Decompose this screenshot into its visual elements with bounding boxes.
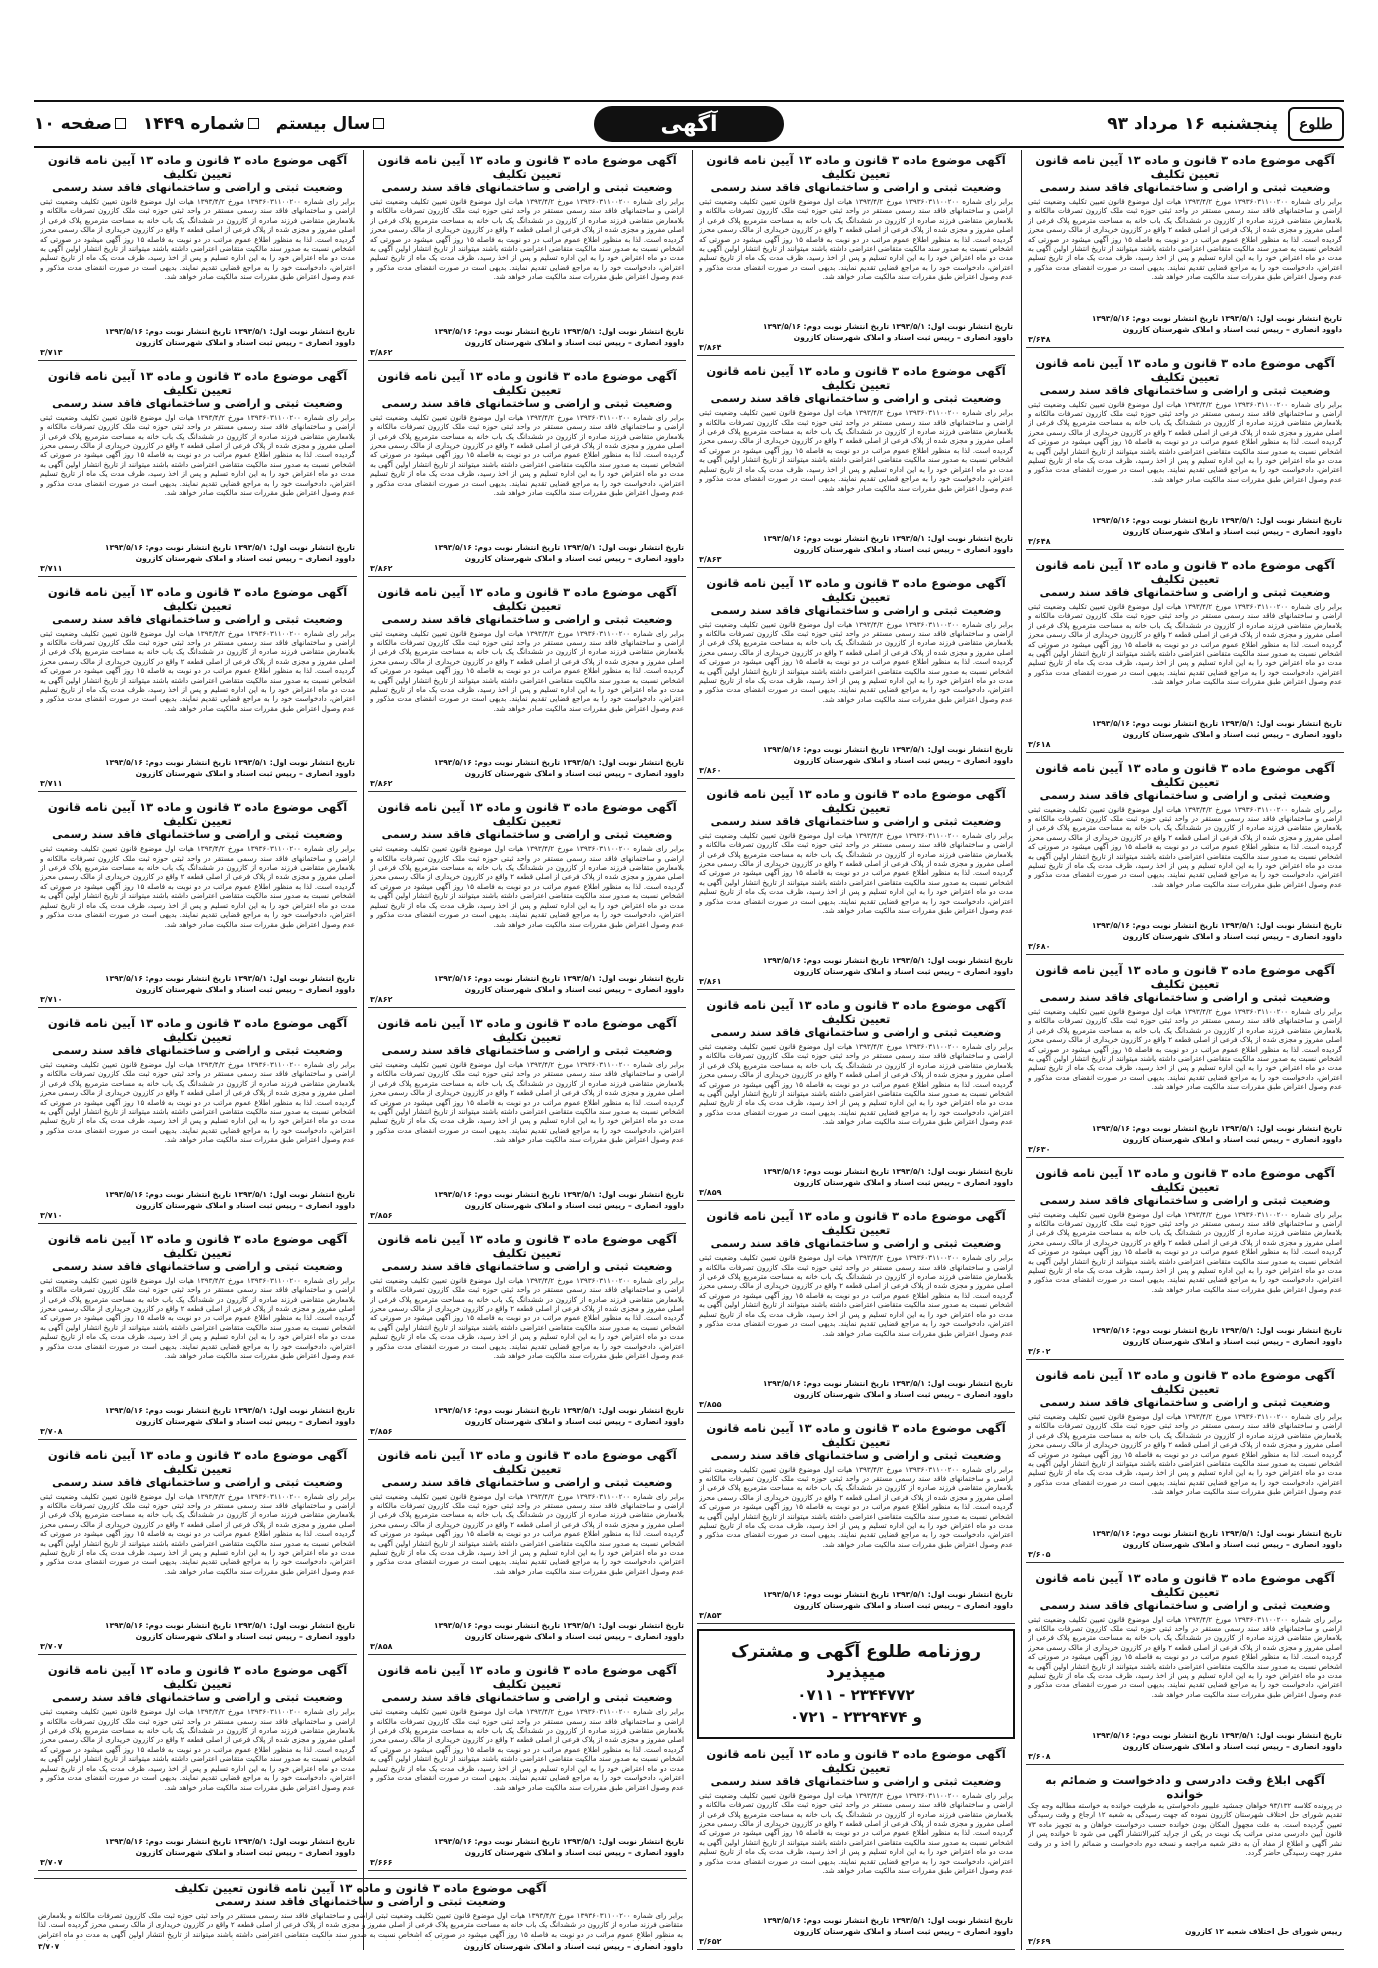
legal-notice bbox=[368, 150, 686, 361]
notice-subtitle: وضعیت ثبتی و اراضی و ساختمانهای فاقد سند رسمی bbox=[52, 1475, 343, 1489]
notice-code: ۳/۸۶۲ bbox=[370, 563, 393, 573]
notice-footer bbox=[699, 545, 1013, 555]
notice-subtitle: وضعیت ثبتی و اراضی و ساختمانهای فاقد سند رسمی bbox=[1039, 1598, 1331, 1612]
notice-dates: تاریخ انتشار نوبت اول: ۱۳۹۳/۵/۱ تاریخ انتشار نوبت دوم: ۱۳۹۳/۵/۱۶ bbox=[104, 1621, 355, 1631]
legal-notice bbox=[38, 582, 357, 793]
notice-title: آگهی موضوع ماده ۳ قانون و ماده ۱۳ آیین نامه قانون تعیین تکلیف bbox=[706, 575, 1006, 604]
notice-title: آگهی موضوع ماده ۳ قانون و ماده ۱۳ آیین نامه قانون تعیین تکلیف bbox=[377, 1231, 677, 1260]
notice-dates: تاریخ انتشار نوبت اول: ۱۳۹۳/۵/۱ تاریخ انتشار نوبت دوم: ۱۳۹۳/۵/۱۶ bbox=[762, 322, 1013, 332]
notice-title: آگهی موضوع ماده ۳ قانون و ماده ۱۳ آیین نامه قانون تعیین تکلیف bbox=[47, 1663, 348, 1692]
notice-body: برابر رای شماره ۱۳۹۳۶۰۳۱۱۰۰۲۰۰ مورخ ۱۳۹۳/۴/۲ هیات اول موضوع قانون تعیین تکلیف وضعیت ثبتی اراضی و ساختمانهای فاقد سند رسمی مستقر در واحد ثبتی حوزه ثبت ملک کازرون تصرفات مالکانه و بلامعارض متقاضی فرزند صادره از کازرون در ششدانگ یک باب خانه به مساحت مترمربع پلاک فرعی از اصلی مفروز و مجزی شده از پلاک فرعی از اصلی قطعه ۲ واقع در کازرون خریداری از مالک رسمی محرز گردیده است. لذا به منظور اطلاع عموم مراتب در دو نوبت به فاصله ۱۵ روز آگهی میشود در صورتی که اشخاص نسبت به صدور سند مالکیت متقاضی اعتراضی داشته باشند میتوانند از تاریخ انتشار اولین آگهی به مدت دو ماه اعتراض خود را به این اداره تسلیم و پس از اخذ رسید، ظرف مدت یک ماه از تاریخ تسلیم اعتراض، دادخواست خود را به مراجع قضایی تقدیم نمایند. بدیهی است در صورت انقضای مدت مذکور و عدم وصول اعتراض طبق مقررات سند مالکیت صادر خواهد شد. bbox=[370, 412, 684, 497]
notice-title: آگهی موضوع ماده ۳ قانون و ماده ۱۳ آیین نامه قانون تعیین تکلیف bbox=[47, 800, 348, 829]
notice-body: برابر رای شماره ۱۳۹۳۶۰۳۱۱۰۰۲۰۰ مورخ ۱۳۹۳/۴/۲ هیات اول موضوع قانون تعیین تکلیف وضعیت ثبتی اراضی و ساختمانهای فاقد سند رسمی مستقر در واحد ثبتی حوزه ثبت ملک کازرون تصرفات مالکانه و بلامعارض متقاضی فرزند صادره از کازرون در ششدانگ یک باب خانه به مساحت مترمربع پلاک فرعی از اصلی مفروز و مجزی شده از پلاک فرعی از اصلی قطعه ۲ واقع در کازرون خریداری از مالک رسمی محرز گردیده است. لذا به منظور اطلاع عموم مراتب در دو نوبت به فاصله ۱۵ روز آگهی میشود در صورتی که اشخاص نسبت به صدور سند مالکیت متقاضی اعتراضی داشته باشند میتوانند از تاریخ انتشار اولین آگهی به مدت دو ماه اعتراض خود را به این اداره تسلیم و پس از اخذ رسید، ظرف مدت یک ماه از تاریخ تسلیم اعتراض، دادخواست خود را به مراجع قضایی تقدیم نمایند. بدیهی است در صورت انقضای مدت مذکور و عدم وصول اعتراض طبق مقررات سند مالکیت صادر خواهد شد. bbox=[1028, 399, 1342, 484]
notice-title: آگهی موضوع ماده ۳ قانون و ماده ۱۳ آیین نامه قانون تعیین تکلیف bbox=[706, 364, 1006, 393]
notice-code: ۳/۷۰۷ bbox=[38, 1942, 60, 1951]
notice-title: آگهی موضوع ماده ۳ قانون و ماده ۱۳ آیین نامه قانون تعیین تکلیف bbox=[47, 1447, 348, 1476]
notice-signer: داوود انصاری – رییس ثبت اسناد و املاک شهرستان کازرون bbox=[135, 553, 355, 563]
notice-body: برابر رای شماره ۱۳۹۳۶۰۳۱۱۰۰۲۰۰ مورخ ۱۳۹۳/۴/۲ هیات اول موضوع قانون تعیین تکلیف وضعیت ثبتی اراضی و ساختمانهای فاقد سند رسمی مستقر در واحد ثبتی حوزه ثبت ملک کازرون تصرفات مالکانه و بلامعارض متقاضی فرزند صادره از کازرون در ششدانگ یک باب خانه به مساحت مترمربع پلاک فرعی از اصلی مفروز و مجزی شده از پلاک فرعی از اصلی قطعه ۲ واقع در کازرون خریداری از مالک رسمی محرز گردیده است. لذا به منظور اطلاع عموم مراتب در دو نوبت به فاصله ۱۵ روز آگهی میشود در صورتی که اشخاص نسبت به صدور سند مالکیت متقاضی اعتراضی داشته باشند میتوانند از تاریخ انتشار اولین آگهی به مدت دو ماه اعتراض خود را به این اداره تسلیم و پس از اخذ رسید، ظرف مدت یک ماه از تاریخ تسلیم اعتراض، دادخواست خود را به مراجع قضایی تقدیم نمایند. بدیهی است در صورت انقضای مدت مذکور و عدم وصول اعتراض طبق مقررات سند مالکیت صادر خواهد شد. bbox=[40, 628, 355, 713]
notice-code: ۳/۸۶۲ bbox=[370, 347, 393, 357]
notice-footer bbox=[699, 333, 1013, 343]
notice-footer bbox=[1028, 730, 1342, 740]
notice-subtitle: وضعیت ثبتی و اراضی و ساختمانهای فاقد سند رسمی bbox=[381, 396, 673, 410]
notice-title: آگهی موضوع ماده ۳ قانون و ماده ۱۳ آیین نامه قانون تعیین تکلیف bbox=[706, 1209, 1006, 1238]
notice-title: آگهی موضوع ماده ۳ قانون و ماده ۱۳ آیین نامه قانون تعیین تکلیف bbox=[1035, 760, 1335, 789]
notice-subtitle: وضعیت ثبتی و اراضی و ساختمانهای فاقد سند رسمی bbox=[710, 1448, 1002, 1462]
notice-body: برابر رای شماره ۱۳۹۳۶۰۳۱۱۰۰۲۰۰ مورخ ۱۳۹۳/۴/۲ هیات اول موضوع قانون تعیین تکلیف وضعیت ثبتی اراضی و ساختمانهای فاقد سند رسمی مستقر در واحد ثبتی حوزه ثبت ملک کازرون تصرفات مالکانه و بلامعارض متقاضی فرزند صادره از کازرون در ششدانگ یک باب خانه به مساحت مترمربع پلاک فرعی از اصلی مفروز و مجزی شده از پلاک فرعی از اصلی قطعه ۲ واقع در کازرون خریداری از مالک رسمی محرز گردیده است. لذا به منظور اطلاع عموم مراتب در دو نوبت به فاصله ۱۵ روز آگهی میشود در صورتی که اشخاص نسبت به صدور سند مالکیت متقاضی اعتراضی داشته باشند میتوانند از تاریخ انتشار اولین آگهی به مدت دو ماه اعتراض خود را به این اداره تسلیم و پس از اخذ رسید، ظرف مدت یک ماه از تاریخ تسلیم اعتراض، دادخواست خود را به مراجع قضایی تقدیم نمایند. بدیهی است در صورت انقضای مدت مذکور و عدم وصول اعتراض طبق مقررات سند مالکیت صادر خواهد شد. bbox=[699, 1790, 1013, 1875]
notice-subtitle: وضعیت ثبتی و اراضی و ساختمانهای فاقد سند رسمی bbox=[52, 396, 343, 410]
notice-dates: تاریخ انتشار نوبت اول: ۱۳۹۳/۵/۱ تاریخ انتشار نوبت دوم: ۱۳۹۳/۵/۱۶ bbox=[433, 1189, 684, 1199]
notice-body: برابر رای شماره ۱۳۹۳۶۰۳۱۱۰۰۲۰۰ مورخ ۱۳۹۳/۴/۲ هیات اول موضوع قانون تعیین تکلیف وضعیت ثبتی اراضی و ساختمانهای فاقد سند رسمی مستقر در واحد ثبتی حوزه ثبت ملک کازرون تصرفات مالکانه و بلامعارض متقاضی فرزند صادره از کازرون در ششدانگ یک باب خانه به مساحت مترمربع پلاک فرعی از اصلی مفروز و مجزی شده از پلاک فرعی از اصلی قطعه ۲ واقع در کازرون خریداری از مالک رسمی محرز گردیده است. لذا به منظور اطلاع عموم مراتب در دو نوبت به فاصله ۱۵ روز آگهی میشود در صورتی که اشخاص نسبت به صدور سند مالکیت متقاضی اعتراضی داشته باشند میتوانند از تاریخ انتشار اولین آگهی به مدت دو ماه اعتراض خود را به این اداره تسلیم و پس از اخذ رسید، ظرف مدت یک ماه از تاریخ تسلیم اعتراض، دادخواست خود را به مراجع قضایی تقدیم نمایند. بدیهی است در صورت انقضای مدت مذکور و عدم وصول اعتراض طبق مقررات سند مالکیت صادر خواهد شد. bbox=[40, 1060, 355, 1145]
notice-footer bbox=[40, 1848, 355, 1858]
notice-body: برابر رای شماره ۱۳۹۳۶۰۳۱۱۰۰۲۰۰ مورخ ۱۳۹۳/۴/۲ هیات اول موضوع قانون تعیین تکلیف وضعیت ثبتی اراضی و ساختمانهای فاقد سند رسمی مستقر در واحد ثبتی حوزه ثبت ملک کازرون تصرفات مالکانه و بلامعارض متقاضی فرزند صادره از کازرون در ششدانگ یک باب خانه به مساحت مترمربع پلاک فرعی از اصلی مفروز و مجزی شده از پلاک فرعی از اصلی قطعه ۲ واقع در کازرون خریداری از مالک رسمی محرز گردیده است. لذا به منظور اطلاع عموم مراتب در دو نوبت به فاصله ۱۵ روز آگهی میشود در صورتی که اشخاص نسبت به صدور سند مالکیت متقاضی اعتراضی داشته باشند میتوانند از تاریخ انتشار اولین آگهی به مدت دو ماه اعتراض خود را به این اداره تسلیم و پس از اخذ رسید، ظرف مدت یک ماه از تاریخ تسلیم اعتراض، دادخواست خود را به مراجع قضایی تقدیم نمایند. بدیهی است در صورت انقضای مدت مذکور و عدم وصول اعتراض طبق مقررات سند مالکیت صادر خواهد شد. bbox=[699, 197, 1013, 282]
legal-notice bbox=[38, 797, 357, 1008]
legal-notice bbox=[697, 361, 1015, 567]
notice-code: ۳/۷۰۷ bbox=[40, 1642, 63, 1652]
notice-column bbox=[1021, 150, 1344, 1950]
notice-code: ۳/۸۶۰ bbox=[699, 765, 722, 775]
notice-title: آگهی موضوع ماده ۳ قانون و ماده ۱۳ آیین نامه قانون تعیین تکلیف bbox=[47, 584, 348, 613]
notice-code: ۳/۸۶۱ bbox=[699, 977, 722, 986]
notice-body: برابر رای شماره ۱۳۹۳۶۰۳۱۱۰۰۲۰۰ مورخ ۱۳۹۳/۴/۲ هیات اول موضوع قانون تعیین تکلیف وضعیت ثبتی اراضی و ساختمانهای فاقد سند رسمی مستقر در واحد ثبتی حوزه ثبت ملک کازرون تصرفات مالکانه و بلامعارض متقاضی فرزند صادره از کازرون در ششدانگ یک باب خانه به مساحت مترمربع پلاک فرعی از اصلی مفروز و مجزی شده از پلاک فرعی از اصلی قطعه ۲ واقع در کازرون خریداری از مالک رسمی محرز گردیده است. لذا به منظور اطلاع عموم مراتب در دو نوبت به فاصله ۱۵ روز آگهی میشود در صورتی که اشخاص نسبت به صدور سند مالکیت متقاضی اعتراضی داشته باشند میتوانند از تاریخ انتشار اولین آگهی به مدت دو ماه اعتراض خود را به این اداره تسلیم و پس از اخذ رسید، ظرف مدت یک ماه از تاریخ تسلیم اعتراض، دادخواست خود را به مراجع قضایی تقدیم نمایند. بدیهی است در صورت انقضای مدت مذکور و عدم وصول اعتراض طبق مقررات سند مالکیت صادر خواهد شد. bbox=[1028, 1412, 1342, 1497]
notice-subtitle: وضعیت ثبتی و اراضی و ساختمانهای فاقد سند رسمی bbox=[381, 1475, 673, 1489]
notice-footer bbox=[40, 769, 355, 779]
notice-body: برابر رای شماره ۱۳۹۳۶۰۳۱۱۰۰۲۰۰ مورخ ۱۳۹۳/۴/۲ هیات اول موضوع قانون تعیین تکلیف وضعیت ثبتی اراضی و ساختمانهای فاقد سند رسمی مستقر در واحد ثبتی حوزه ثبت ملک کازرون تصرفات مالکانه و بلامعارض متقاضی فرزند صادره از کازرون در ششدانگ یک باب خانه به مساحت مترمربع پلاک فرعی از اصلی مفروز و مجزی شده از پلاک فرعی از اصلی قطعه ۲ واقع در کازرون خریداری از مالک رسمی محرز گردیده است. لذا به منظور اطلاع عموم مراتب در دو نوبت به فاصله ۱۵ روز آگهی میشود در صورتی که اشخاص نسبت به صدور سند مالکیت متقاضی اعتراضی داشته باشند میتوانند از تاریخ انتشار اولین آگهی به مدت دو ماه اعتراض خود را به این اداره تسلیم و پس از اخذ رسید، ظرف مدت یک ماه از تاریخ تسلیم اعتراض، دادخواست خود را به مراجع قضایی تقدیم نمایند. بدیهی است در صورت انقضای مدت مذکور و عدم وصول اعتراض طبق مقررات سند مالکیت صادر خواهد شد. bbox=[1028, 1007, 1342, 1092]
notice-dates: تاریخ انتشار نوبت اول: ۱۳۹۳/۵/۱ تاریخ انتشار نوبت دوم: ۱۳۹۳/۵/۱۶ bbox=[433, 1837, 684, 1846]
notice-title: آگهی موضوع ماده ۳ قانون و ماده ۱۳ آیین نامه قانون تعیین تکلیف bbox=[706, 1420, 1006, 1449]
notice-footer bbox=[1028, 1337, 1342, 1347]
notice-signer: داوود انصاری – رییس ثبت اسناد و املاک شهرستان کازرون bbox=[135, 769, 355, 779]
notice-subtitle: وضعیت ثبتی و اراضی و ساختمانهای فاقد سند رسمی bbox=[52, 181, 343, 194]
notice-subtitle: وضعیت ثبتی و اراضی و ساختمانهای فاقد سند رسمی bbox=[1039, 1396, 1331, 1409]
notice-dates: تاریخ انتشار نوبت اول: ۱۳۹۳/۵/۱ تاریخ انتشار نوبت دوم: ۱۳۹۳/۵/۱۶ bbox=[1091, 313, 1342, 323]
notice-signer: داوود انصاری – رییس ثبت اسناد و املاک شهرستان کازرون bbox=[464, 1200, 684, 1210]
notice-subtitle: وضعیت ثبتی و اراضی و ساختمانهای فاقد سند رسمی bbox=[710, 392, 1002, 406]
notice-footer bbox=[1028, 527, 1342, 537]
notice-subtitle: وضعیت ثبتی و اراضی و ساختمانهای فاقد سند رسمی bbox=[215, 1895, 506, 1908]
notice-dates: تاریخ انتشار نوبت اول: ۱۳۹۳/۵/۱ تاریخ انتشار نوبت دوم: ۱۳۹۳/۵/۱۶ bbox=[104, 1405, 355, 1415]
notice-title: آگهی موضوع ماده ۳ قانون و ماده ۱۳ آیین نامه قانون تعیین تکلیف bbox=[47, 1016, 348, 1044]
notice-signer: رییس شورای حل اختلاف شعبه ۱۲ کازرون bbox=[1184, 1927, 1342, 1936]
notice-column bbox=[34, 150, 357, 1950]
notice-column bbox=[692, 150, 1015, 1950]
notice-signer: داوود انصاری – رییس ثبت اسناد و املاک شهرستان کازرون bbox=[1122, 932, 1342, 941]
notice-body: برابر رای شماره ۱۳۹۳۶۰۳۱۱۰۰۲۰۰ مورخ ۱۳۹۳/۴/۲ هیات اول موضوع قانون تعیین تکلیف وضعیت ثبتی اراضی و ساختمانهای فاقد سند رسمی مستقر در واحد ثبتی حوزه ثبت ملک کازرون تصرفات مالکانه و بلامعارض متقاضی فرزند صادره از کازرون در ششدانگ یک باب خانه به مساحت مترمربع پلاک فرعی از اصلی مفروز و مجزی شده از پلاک فرعی از اصلی قطعه ۲ واقع در کازرون خریداری از مالک رسمی محرز گردیده است. لذا به منظور اطلاع عموم مراتب در دو نوبت به فاصله ۱۵ روز آگهی میشود در صورتی که اشخاص نسبت به صدور سند مالکیت متقاضی اعتراضی داشته باشند میتوانند از تاریخ انتشار اولین آگهی به مدت دو ماه اعتراض خود را به این اداره تسلیم و پس از اخذ رسید، ظرف مدت یک ماه از تاریخ تسلیم اعتراض، دادخواست خود را به مراجع قضایی تقدیم نمایند. بدیهی است در صورت انقضای مدت مذکور و عدم وصول اعتراض طبق مقررات سند مالکیت صادر خواهد شد. bbox=[699, 408, 1013, 493]
notice-footer bbox=[1028, 932, 1342, 942]
legal-notice bbox=[38, 1013, 357, 1224]
notice-footer bbox=[40, 1632, 355, 1642]
notice-signer: داوود انصاری – رییس ثبت اسناد و املاک شهرستان کازرون bbox=[135, 1200, 355, 1210]
subscription-promo bbox=[697, 1629, 1015, 1739]
notice-body: برابر رای شماره ۱۳۹۳۶۰۳۱۱۰۰۲۰۰ مورخ ۱۳۹۳/۴/۲ هیات اول موضوع قانون تعیین تکلیف وضعیت ثبتی اراضی و ساختمانهای فاقد سند رسمی مستقر در واحد ثبتی حوزه ثبت ملک کازرون تصرفات مالکانه و بلامعارض متقاضی فرزند صادره از کازرون در ششدانگ یک باب خانه به مساحت مترمربع پلاک فرعی از اصلی مفروز و مجزی شده از پلاک فرعی از اصلی قطعه ۲ واقع در کازرون خریداری از مالک رسمی محرز گردیده است. لذا به منظور اطلاع عموم مراتب در دو نوبت به فاصله ۱۵ روز آگهی میشود در صورتی که اشخاص نسبت به صدور سند مالکیت متقاضی اعتراضی داشته باشند میتوانند از تاریخ انتشار اولین آگهی به مدت دو ماه اعتراض خود را به این اداره تسلیم و پس از اخذ رسید، ظرف مدت یک ماه از تاریخ تسلیم اعتراض، دادخواست خود را به مراجع قضایی تقدیم نمایند. بدیهی است در صورت انقضای مدت مذکور و عدم وصول اعتراض طبق مقررات سند مالکیت صادر خواهد شد. bbox=[1028, 804, 1342, 889]
notice-code: ۳/۷۱۱ bbox=[40, 563, 63, 573]
notice-body: برابر رای شماره ۱۳۹۳۶۰۳۱۱۰۰۲۰۰ مورخ ۱۳۹۳/۴/۲ هیات اول موضوع قانون تعیین تکلیف وضعیت ثبتی اراضی و ساختمانهای فاقد سند رسمی مستقر در واحد ثبتی حوزه ثبت ملک کازرون تصرفات مالکانه و بلامعارض متقاضی فرزند صادره از کازرون در ششدانگ یک باب خانه به مساحت مترمربع پلاک فرعی از اصلی مفروز و مجزی شده از پلاک فرعی از اصلی قطعه ۲ واقع در کازرون خریداری از مالک رسمی محرز گردیده است. لذا به منظور اطلاع عموم مراتب در دو نوبت به فاصله ۱۵ روز آگهی میشود در صورتی که اشخاص نسبت به صدور سند مالکیت متقاضی اعتراضی داشته باشند میتوانند از تاریخ انتشار اولین آگهی به مدت دو ماه اعتراض خود را به این اداره تسلیم و پس از اخذ رسید، ظرف مدت یک ماه از تاریخ تسلیم اعتراض، دادخواست خود را به مراجع قضایی تقدیم نمایند. بدیهی است در صورت انقضای مدت مذکور و عدم وصول اعتراض طبق مقررات سند مالکیت صادر خواهد شد. bbox=[40, 1275, 355, 1360]
legal-notice bbox=[1026, 555, 1344, 753]
legal-notice bbox=[1026, 960, 1344, 1158]
legal-notice bbox=[697, 1206, 1015, 1412]
notice-footer bbox=[1028, 1927, 1342, 1937]
notice-dates: تاریخ انتشار نوبت اول: ۱۳۹۳/۵/۱ تاریخ انتشار نوبت دوم: ۱۳۹۳/۵/۱۶ bbox=[762, 956, 1013, 965]
notice-code: ۳/۸۵۶ bbox=[370, 1426, 393, 1436]
notice-code: ۳/۸۵۳ bbox=[699, 1610, 722, 1620]
wide-notice bbox=[34, 1878, 687, 1950]
notice-body: برابر رای شماره ۱۳۹۳۶۰۳۱۱۰۰۲۰۰ مورخ ۱۳۹۳/۴/۲ هیات اول موضوع قانون تعیین تکلیف وضعیت ثبتی اراضی و ساختمانهای فاقد سند رسمی مستقر در واحد ثبتی حوزه ثبت ملک کازرون تصرفات مالکانه و بلامعارض متقاضی فرزند صادره از کازرون در ششدانگ یک باب خانه به مساحت مترمربع پلاک فرعی از اصلی مفروز و مجزی شده از پلاک فرعی از اصلی قطعه ۲ واقع در کازرون خریداری از مالک رسمی محرز گردیده است. لذا به منظور اطلاع عموم مراتب در دو نوبت به فاصله ۱۵ روز آگهی میشود در صورتی که اشخاص نسبت به صدور سند مالکیت متقاضی اعتراضی داشته باشند میتوانند از تاریخ انتشار اولین آگهی به مدت دو ماه اعتراض خود را به این اداره تسلیم و پس از اخذ رسید، ظرف مدت یک ماه از تاریخ تسلیم اعتراض، دادخواست خود را به مراجع قضایی تقدیم نمایند. بدیهی است در صورت انقضای مدت مذکور و عدم وصول اعتراض طبق مقررات سند مالکیت صادر خواهد شد. bbox=[40, 1707, 355, 1792]
year-label: سال بیستم bbox=[276, 114, 388, 134]
notice-signer: داوود انصاری – رییس ثبت اسناد و املاک شهرستان کازرون bbox=[1122, 1742, 1342, 1751]
notice-code: ۳/۶۸۰ bbox=[1028, 942, 1051, 951]
promo-phone: ۰۷۱۱ - ۲۳۴۴۷۷۲ bbox=[797, 1685, 915, 1704]
notice-dates: تاریخ انتشار نوبت اول: ۱۳۹۳/۵/۱ تاریخ انتشار نوبت دوم: ۱۳۹۳/۵/۱۶ bbox=[762, 1167, 1013, 1177]
notice-subtitle: وضعیت ثبتی و اراضی و ساختمانهای فاقد سند رسمی bbox=[710, 1774, 1002, 1788]
notice-body: برابر رای شماره ۱۳۹۳۶۰۳۱۱۰۰۲۰۰ مورخ ۱۳۹۳/۴/۲ هیات اول موضوع قانون تعیین تکلیف وضعیت ثبتی اراضی و ساختمانهای فاقد سند رسمی مستقر در واحد ثبتی حوزه ثبت ملک کازرون تصرفات مالکانه و بلامعارض متقاضی فرزند صادره از کازرون در ششدانگ یک باب خانه به مساحت مترمربع پلاک فرعی از اصلی مفروز و مجزی شده از پلاک فرعی از اصلی قطعه ۲ واقع در کازرون خریداری از مالک رسمی محرز گردیده است. لذا به منظور اطلاع عموم مراتب در دو نوبت به فاصله ۱۵ روز آگهی میشود در صورتی که اشخاص نسبت به صدور سند مالکیت متقاضی اعتراضی داشته باشند میتوانند از تاریخ انتشار اولین آگهی به مدت دو ماه اعتراض خود را به این اداره تسلیم و پس از اخذ رسید، ظرف مدت یک ماه از تاریخ تسلیم اعتراض، دادخواست خود را به مراجع قضایی تقدیم نمایند. بدیهی است در صورت انقضای مدت مذکور و عدم وصول اعتراض طبق مقررات سند مالکیت صادر خواهد شد. bbox=[40, 844, 355, 929]
notice-subtitle: وضعیت ثبتی و اراضی و ساختمانهای فاقد سند رسمی bbox=[381, 612, 673, 626]
notice-signer: داوود انصاری – رییس ثبت اسناد و املاک شهرستان کازرون bbox=[135, 1632, 355, 1642]
notice-dates: تاریخ انتشار نوبت اول: ۱۳۹۳/۵/۱ تاریخ انتشار نوبت دوم: ۱۳۹۳/۵/۱۶ bbox=[104, 542, 355, 552]
legal-notice bbox=[38, 1445, 357, 1656]
legal-notice bbox=[368, 582, 686, 793]
square-icon bbox=[115, 118, 126, 129]
notice-dates: تاریخ انتشار نوبت اول: ۱۳۹۳/۵/۱ تاریخ انتشار نوبت دوم: ۱۳۹۳/۵/۱۶ bbox=[104, 1837, 355, 1846]
notice-footer bbox=[370, 985, 684, 995]
legal-notice bbox=[1026, 1365, 1344, 1563]
notice-subtitle: وضعیت ثبتی و اراضی و ساختمانهای فاقد سند رسمی bbox=[52, 1044, 343, 1057]
notice-body: برابر رای شماره ۱۳۹۳۶۰۳۱۱۰۰۲۰۰ مورخ ۱۳۹۳/۴/۲ هیات اول موضوع قانون تعیین تکلیف وضعیت ثبتی اراضی و ساختمانهای فاقد سند رسمی مستقر در واحد ثبتی حوزه ثبت ملک کازرون تصرفات مالکانه و بلامعارض متقاضی فرزند صادره از کازرون در ششدانگ یک باب خانه به مساحت مترمربع پلاک فرعی از اصلی مفروز و مجزی شده از پلاک فرعی از اصلی قطعه ۲ واقع در کازرون خریداری از مالک رسمی محرز گردیده است. لذا به منظور اطلاع عموم مراتب در دو نوبت به فاصله ۱۵ روز آگهی میشود در صورتی که اشخاص نسبت به صدور سند مالکیت متقاضی اعتراضی داشته باشند میتوانند از تاریخ انتشار اولین آگهی به مدت دو ماه اعتراض خود را به این اداره تسلیم و پس از اخذ رسید، ظرف مدت یک ماه از تاریخ تسلیم اعتراض، دادخواست خود را به مراجع قضایی تقدیم نمایند. بدیهی است در صورت انقضای مدت مذکور و عدم وصول اعتراض طبق مقررات سند مالکیت صادر خواهد شد. bbox=[699, 830, 1013, 915]
notice-signer: داوود انصاری – رییس ثبت اسناد و املاک شهرستان کازرون bbox=[135, 1416, 355, 1426]
notice-code: ۳/۷۱۱ bbox=[40, 779, 63, 789]
notice-title: آگهی موضوع ماده ۳ قانون و ماده ۱۳ آیین نامه قانون تعیین تکلیف bbox=[377, 1016, 677, 1044]
page-header bbox=[34, 100, 1344, 148]
notice-title: آگهی موضوع ماده ۳ قانون و ماده ۱۳ آیین نامه قانون تعیین تکلیف bbox=[377, 584, 677, 613]
notice-footer bbox=[370, 1417, 684, 1427]
notice-subtitle: وضعیت ثبتی و اراضی و ساختمانهای فاقد سند رسمی bbox=[52, 828, 343, 842]
notice-dates: تاریخ انتشار نوبت اول: ۱۳۹۳/۵/۱ تاریخ انتشار نوبت دوم: ۱۳۹۳/۵/۱۶ bbox=[1091, 1528, 1342, 1538]
notice-subtitle: وضعیت ثبتی و اراضی و ساختمانهای فاقد سند رسمی bbox=[1039, 383, 1331, 397]
notice-footer bbox=[1028, 325, 1342, 335]
notice-subtitle: وضعیت ثبتی و اراضی و ساختمانهای فاقد سند رسمی bbox=[52, 1691, 343, 1705]
notice-signer: داوود انصاری – رییس ثبت اسناد و املاک شهرستان کازرون bbox=[793, 333, 1013, 343]
notice-body: برابر رای شماره ۱۳۹۳۶۰۳۱۱۰۰۲۰۰ مورخ ۱۳۹۳/۴/۲ هیات اول موضوع قانون تعیین تکلیف وضعیت ثبتی اراضی و ساختمانهای فاقد سند رسمی مستقر در واحد ثبتی حوزه ثبت ملک کازرون تصرفات مالکانه و بلامعارض متقاضی فرزند صادره از کازرون در ششدانگ یک باب خانه به مساحت مترمربع پلاک فرعی از اصلی مفروز و مجزی شده از پلاک فرعی از اصلی قطعه ۲ واقع در کازرون خریداری از مالک رسمی محرز گردیده است. لذا به منظور اطلاع عموم مراتب در دو نوبت به فاصله ۱۵ روز آگهی میشود در صورتی که اشخاص نسبت به صدور سند مالکیت متقاضی اعتراضی داشته باشند میتوانند از تاریخ انتشار اولین آگهی به مدت دو ماه اعتراض خود را به این اداره تسلیم و پس از اخذ رسید، ظرف مدت یک ماه از تاریخ تسلیم اعتراض، دادخواست خود را به مراجع قضایی تقدیم نمایند. بدیهی است در صورت انقضای مدت مذکور و عدم وصول اعتراض طبق مقررات سند مالکیت صادر خواهد شد. bbox=[699, 1253, 1013, 1338]
notice-signer: داوود انصاری – رییس ثبت اسناد و املاک شهرستان کازرون bbox=[464, 553, 684, 563]
notice-subtitle: وضعیت ثبتی و اراضی و ساختمانهای فاقد سند رسمی bbox=[381, 1691, 673, 1705]
notice-code: ۳/۷۱۰ bbox=[40, 1210, 63, 1220]
notice-code: ۳/۷۰۸ bbox=[40, 1426, 63, 1436]
notice-subtitle: وضعیت ثبتی و اراضی و ساختمانهای فاقد سند رسمی bbox=[1039, 181, 1331, 194]
notice-subtitle: وضعیت ثبتی و اراضی و ساختمانهای فاقد سند رسمی bbox=[381, 828, 673, 842]
notice-title: آگهی موضوع ماده ۳ قانون و ماده ۱۳ آیین نامه قانون تعیین تکلیف bbox=[377, 1663, 677, 1692]
legal-notice bbox=[1026, 150, 1344, 348]
legal-notice bbox=[38, 150, 357, 361]
notice-title: آگهی موضوع ماده ۳ قانون و ماده ۱۳ آیین نامه قانون تعیین تکلیف bbox=[174, 1881, 547, 1895]
notice-signer: داوود انصاری – رییس ثبت اسناد و املاک شهرستان کازرون bbox=[135, 337, 355, 347]
notice-footer bbox=[40, 554, 355, 564]
notice-title: آگهی موضوع ماده ۳ قانون و ماده ۱۳ آیین نامه قانون تعیین تکلیف bbox=[377, 1447, 677, 1476]
notice-code: ۳/۸۵۸ bbox=[370, 1642, 393, 1652]
notice-body: برابر رای شماره ۱۳۹۳۶۰۳۱۱۰۰۲۰۰ مورخ ۱۳۹۳/۴/۲ هیات اول موضوع قانون تعیین تکلیف وضعیت ثبتی اراضی و ساختمانهای فاقد سند رسمی مستقر در واحد ثبتی حوزه ثبت ملک کازرون تصرفات مالکانه و بلامعارض متقاضی فرزند صادره از کازرون در ششدانگ یک باب خانه به مساحت مترمربع پلاک فرعی از اصلی مفروز و مجزی شده از پلاک فرعی از اصلی قطعه ۲ واقع در کازرون خریداری از مالک رسمی محرز گردیده است. لذا به منظور اطلاع عموم مراتب در دو نوبت به فاصله ۱۵ روز آگهی میشود در صورتی که اشخاص نسبت به صدور سند مالکیت متقاضی اعتراضی داشته باشند میتوانند از تاریخ انتشار اولین آگهی به مدت دو ماه اعتراض خود را به این اداره تسلیم و پس از اخذ رسید، ظرف مدت یک ماه از تاریخ تسلیم اعتراض، دادخواست خود را به مراجع قضایی تقدیم نمایند. بدیهی است در صورت انقضای مدت مذکور و عدم وصول اعتراض طبق مقررات سند مالکیت صادر خواهد شد. bbox=[1028, 1614, 1342, 1699]
notice-code: ۳/۸۶۲ bbox=[370, 995, 393, 1004]
legal-notice bbox=[368, 1013, 686, 1224]
promo-phone: و ۲۳۲۹۴۷۴ - ۰۷۲۱ bbox=[790, 1707, 922, 1726]
notice-body: برابر رای شماره ۱۳۹۳۶۰۳۱۱۰۰۲۰۰ مورخ ۱۳۹۳/۴/۲ هیات اول موضوع قانون تعیین تکلیف وضعیت ثبتی اراضی و ساختمانهای فاقد سند رسمی مستقر در واحد ثبتی حوزه ثبت ملک کازرون تصرفات مالکانه و بلامعارض متقاضی فرزند صادره از کازرون در ششدانگ یک باب خانه به مساحت مترمربع پلاک فرعی از اصلی مفروز و مجزی شده از پلاک فرعی از اصلی قطعه ۲ واقع در کازرون خریداری از مالک رسمی محرز گردیده است. لذا به منظور اطلاع عموم مراتب در دو نوبت به فاصله ۱۵ روز آگهی میشود در صورتی که اشخاص نسبت به صدور سند مالکیت متقاضی اعتراضی داشته باشند میتوانند از تاریخ انتشار اولین آگهی به مدت دو ماه اعتراض خود را به این اداره تسلیم و پس از اخذ رسید، ظرف مدت یک ماه از تاریخ تسلیم اعتراض، دادخواست خود را به مراجع قضایی تقدیم نمایند. بدیهی است در صورت انقضای مدت مذکور و عدم وصول اعتراض طبق مقررات سند مالکیت صادر خواهد شد. bbox=[370, 1491, 684, 1576]
notice-footer bbox=[40, 1417, 355, 1427]
summons-notice bbox=[1026, 1770, 1344, 1950]
notice-body: برابر رای شماره ۱۳۹۳۶۰۳۱۱۰۰۲۰۰ مورخ ۱۳۹۳/۴/۲ هیات اول موضوع قانون تعیین تکلیف وضعیت ثبتی اراضی و ساختمانهای فاقد سند رسمی مستقر در واحد ثبتی حوزه ثبت ملک کازرون تصرفات مالکانه و بلامعارض متقاضی فرزند صادره از کازرون در ششدانگ یک باب خانه به مساحت مترمربع پلاک فرعی از اصلی مفروز و مجزی شده از پلاک فرعی از اصلی قطعه ۲ واقع در کازرون خریداری از مالک رسمی محرز گردیده است. لذا به منظور اطلاع عموم مراتب در دو نوبت به فاصله ۱۵ روز آگهی میشود در صورتی که اشخاص نسبت به صدور سند مالکیت متقاضی اعتراضی داشته باشند میتوانند از تاریخ انتشار اولین آگهی به مدت دو ماه اعتراض خود را به این اداره تسلیم و پس از اخذ رسید، ظرف مدت یک ماه از تاریخ تسلیم اعتراض، دادخواست خود را به مراجع قضایی تقدیم نمایند. بدیهی است در صورت انقضای مدت مذکور و عدم وصول اعتراض طبق مقررات سند مالکیت صادر خواهد شد. bbox=[1028, 197, 1342, 282]
notice-subtitle: وضعیت ثبتی و اراضی و ساختمانهای فاقد سند رسمی bbox=[381, 181, 673, 194]
notice-code: ۳/۸۶۲ bbox=[370, 779, 393, 789]
notice-dates: تاریخ انتشار نوبت اول: ۱۳۹۳/۵/۱ تاریخ انتشار نوبت دوم: ۱۳۹۳/۵/۱۶ bbox=[762, 533, 1013, 543]
notice-signer: داوود انصاری – رییس ثبت اسناد و املاک شهرستان کازرون bbox=[464, 1848, 684, 1857]
notice-body: برابر رای شماره ۱۳۹۳۶۰۳۱۱۰۰۲۰۰ مورخ ۱۳۹۳/۴/۲ هیات اول موضوع قانون تعیین تکلیف وضعیت ثبتی اراضی و ساختمانهای فاقد سند رسمی مستقر در واحد ثبتی حوزه ثبت ملک کازرون تصرفات مالکانه و بلامعارض متقاضی فرزند صادره از کازرون در ششدانگ یک باب خانه به مساحت مترمربع پلاک فرعی از اصلی مفروز و مجزی شده از پلاک فرعی از اصلی قطعه ۲ واقع در کازرون خریداری از مالک رسمی محرز گردیده است. لذا به منظور اطلاع عموم مراتب در دو نوبت به فاصله ۱۵ روز آگهی میشود در صورتی که اشخاص نسبت به صدور سند مالکیت متقاضی اعتراضی داشته باشند میتوانند از تاریخ انتشار اولین آگهی به مدت دو ماه اعتراض خود را به این اداره تسلیم و پس از اخذ رسید، ظرف مدت یک ماه از تاریخ تسلیم اعتراض، دادخواست خود را به مراجع قضایی تقدیم نمایند. بدیهی است در صورت انقضای مدت مذکور و عدم وصول اعتراض طبق مقررات سند مالکیت صادر خواهد شد. bbox=[699, 619, 1013, 704]
newspaper-logo: طلوع bbox=[1288, 107, 1344, 141]
notice-body: در پرونده کلاسه ۹۳/۱۳۲ خواهان جمشید علیپور دادخواستی به طرفیت خوانده به خواسته مطالبه وجه چک تقدیم شورای حل اختلاف شهرستان کازرون نموده که جهت رسیدگی به شعبه ۱۲ ارجاع و وقت رسیدگی تعیین گردیده است. به علت مجهول المکان بودن خوانده حسب درخواست خواهان و به تجویز ماده ۷۳ قانون آیین دادرسی مدنی مراتب یک نوبت در یکی از جراید کثیرالانتشار آگهی می شود تا خوانده پس از نشر آگهی و اطلاع از مفاد آن به دفتر شعبه مراجعه و نسخه دوم دادخواست و ضمائم را اخذ و در وقت مقرر جهت رسیدگی حاضر گردد. bbox=[1028, 1801, 1342, 1858]
notice-dates: تاریخ انتشار نوبت اول: ۱۳۹۳/۵/۱ تاریخ انتشار نوبت دوم: ۱۳۹۳/۵/۱۶ bbox=[762, 1916, 1013, 1925]
notice-signer: داوود انصاری – رییس ثبت اسناد و املاک شهرستان کازرون bbox=[1122, 527, 1342, 536]
notice-footer bbox=[370, 769, 684, 779]
header-left bbox=[34, 114, 387, 134]
notice-signer: داوود انصاری – رییس ثبت اسناد و املاک شهرستان کازرون bbox=[793, 1600, 1013, 1610]
page-number: صفحه ۱۰ bbox=[34, 114, 129, 134]
notice-footer bbox=[370, 1848, 684, 1858]
notice-signer: داوود انصاری – رییس ثبت اسناد و املاک شهرستان کازرون bbox=[793, 1389, 1013, 1399]
notice-subtitle: وضعیت ثبتی و اراضی و ساختمانهای فاقد سند رسمی bbox=[381, 1044, 673, 1057]
notice-title: آگهی ابلاغ وقت دادرسی و دادخواست و ضمائم به خوانده bbox=[1045, 1773, 1325, 1801]
notice-footer bbox=[699, 967, 1013, 977]
notice-body: برابر رای شماره ۱۳۹۳۶۰۳۱۱۰۰۲۰۰ مورخ ۱۳۹۳/۴/۲ هیات اول موضوع قانون تعیین تکلیف وضعیت ثبتی اراضی و ساختمانهای فاقد سند رسمی مستقر در واحد ثبتی حوزه ثبت ملک کازرون تصرفات مالکانه و بلامعارض متقاضی فرزند صادره از کازرون در ششدانگ یک باب خانه به مساحت مترمربع پلاک فرعی از اصلی مفروز و مجزی شده از پلاک فرعی از اصلی قطعه ۲ واقع در کازرون خریداری از مالک رسمی محرز گردیده است. لذا به منظور اطلاع عموم مراتب در دو نوبت به فاصله ۱۵ روز آگهی میشود در صورتی که اشخاص نسبت به صدور سند مالکیت متقاضی اعتراضی داشته باشند میتوانند از تاریخ انتشار اولین آگهی به مدت دو ماه اعتراض خود را به این اداره تسلیم و پس از اخذ رسید، ظرف مدت یک ماه از تاریخ تسلیم اعتراض، دادخواست خود را به مراجع قضایی تقدیم نمایند. بدیهی است در صورت انقضای مدت مذکور و عدم وصول اعتراض طبق مقررات سند مالکیت صادر خواهد شد. bbox=[370, 197, 684, 282]
notice-title: آگهی موضوع ماده ۳ قانون و ماده ۱۳ آیین نامه قانون تعیین تکلیف bbox=[377, 800, 677, 829]
notice-signer: داوود انصاری – رییس ثبت اسناد و املاک شهرستان کازرون bbox=[793, 1178, 1013, 1188]
notice-footer bbox=[699, 756, 1013, 766]
notice-signer: داوود انصاری – رییس ثبت اسناد و املاک شهرستان کازرون bbox=[1122, 1337, 1342, 1346]
notice-signer: داوود انصاری – رییس ثبت اسناد و املاک شهرستان کازرون bbox=[464, 1632, 684, 1642]
notice-title: آگهی موضوع ماده ۳ قانون و ماده ۱۳ آیین نامه قانون تعیین تکلیف bbox=[1035, 1368, 1335, 1396]
notice-code: ۳/۶۳۰ bbox=[1028, 1144, 1051, 1154]
square-icon bbox=[248, 118, 259, 129]
notice-dates: تاریخ انتشار نوبت اول: ۱۳۹۳/۵/۱ تاریخ انتشار نوبت دوم: ۱۳۹۳/۵/۱۶ bbox=[433, 1621, 684, 1631]
notice-subtitle: وضعیت ثبتی و اراضی و ساختمانهای فاقد سند رسمی bbox=[381, 1259, 673, 1273]
notice-title: آگهی موضوع ماده ۳ قانون و ماده ۱۳ آیین نامه قانون تعیین تکلیف bbox=[377, 153, 677, 181]
legal-notice bbox=[697, 1744, 1015, 1950]
notice-footer bbox=[40, 985, 355, 995]
notice-footer bbox=[370, 338, 684, 348]
promo-title: روزنامه طلوع آگهی و مشترک میپذیرد bbox=[730, 1641, 982, 1682]
notice-dates: تاریخ انتشار نوبت اول: ۱۳۹۳/۵/۱ تاریخ انتشار نوبت دوم: ۱۳۹۳/۵/۱۶ bbox=[433, 326, 684, 336]
notice-footer bbox=[1028, 1135, 1342, 1145]
notice-code: ۳/۶۵۲ bbox=[699, 1937, 722, 1946]
notice-dates: تاریخ انتشار نوبت اول: ۱۳۹۳/۵/۱ تاریخ انتشار نوبت دوم: ۱۳۹۳/۵/۱۶ bbox=[433, 974, 684, 983]
notice-dates: تاریخ انتشار نوبت اول: ۱۳۹۳/۵/۱ تاریخ انتشار نوبت دوم: ۱۳۹۳/۵/۱۶ bbox=[762, 1378, 1013, 1388]
notice-subtitle: وضعیت ثبتی و اراضی و ساختمانهای فاقد سند رسمی bbox=[1039, 991, 1331, 1004]
legal-notice bbox=[697, 784, 1015, 990]
notice-subtitle: وضعیت ثبتی و اراضی و ساختمانهای فاقد سند رسمی bbox=[1039, 1193, 1331, 1207]
legal-notice bbox=[38, 1660, 357, 1871]
notice-title: آگهی موضوع ماده ۳ قانون و ماده ۱۳ آیین نامه قانون تعیین تکلیف bbox=[706, 153, 1006, 181]
notice-title: آگهی موضوع ماده ۳ قانون و ماده ۱۳ آیین نامه قانون تعیین تکلیف bbox=[706, 1746, 1006, 1775]
issue-number: شماره ۱۴۴۹ bbox=[143, 114, 262, 134]
notice-signer: داوود انصاری – رییس ثبت اسناد و املاک شهرستان کازرون bbox=[464, 985, 684, 994]
square-icon bbox=[373, 118, 384, 129]
notice-title: آگهی موضوع ماده ۳ قانون و ماده ۱۳ آیین نامه قانون تعیین تکلیف bbox=[706, 786, 1006, 815]
notice-signer: داوود انصاری – رییس ثبت اسناد و املاک شهرستان کازرون bbox=[135, 1848, 355, 1857]
notice-code: ۳/۶۶۹ bbox=[1028, 1937, 1051, 1946]
notice-dates: تاریخ انتشار نوبت اول: ۱۳۹۳/۵/۱ تاریخ انتشار نوبت دوم: ۱۳۹۳/۵/۱۶ bbox=[433, 758, 684, 768]
notice-title: آگهی موضوع ماده ۳ قانون و ماده ۱۳ آیین نامه قانون تعیین تکلیف bbox=[1035, 558, 1335, 586]
notice-signer: داوود انصاری – رییس ثبت اسناد و املاک شهرستان کازرون bbox=[1122, 1539, 1342, 1549]
legal-notice bbox=[697, 995, 1015, 1201]
legal-notice bbox=[1026, 758, 1344, 956]
notice-body: برابر رای شماره ۱۳۹۳۶۰۳۱۱۰۰۲۰۰ مورخ ۱۳۹۳/۴/۲ هیات اول موضوع قانون تعیین تکلیف وضعیت ثبتی اراضی و ساختمانهای فاقد سند رسمی مستقر در واحد ثبتی حوزه ثبت ملک کازرون تصرفات مالکانه و بلامعارض متقاضی فرزند صادره از کازرون در ششدانگ یک باب خانه به مساحت مترمربع پلاک فرعی از اصلی مفروز و مجزی شده از پلاک فرعی از اصلی قطعه ۲ واقع در کازرون خریداری از مالک رسمی محرز گردیده است. لذا به منظور اطلاع عموم مراتب در دو نوبت به فاصله ۱۵ روز آگهی میشود در صورتی که اشخاص نسبت به صدور سند مالکیت متقاضی اعتراضی داشته باشند میتوانند از تاریخ انتشار اولین آگهی به مدت دو ماه اعتراض bbox=[38, 1911, 683, 1939]
notice-footer bbox=[1028, 1742, 1342, 1752]
issue-date: پنجشنبه ۱۶ مرداد ۹۳ bbox=[1107, 114, 1278, 134]
notice-signer: داوود انصاری – رییس ثبت اسناد و املاک شهرستان کازرون bbox=[793, 1927, 1013, 1936]
notice-body: برابر رای شماره ۱۳۹۳۶۰۳۱۱۰۰۲۰۰ مورخ ۱۳۹۳/۴/۲ هیات اول موضوع قانون تعیین تکلیف وضعیت ثبتی اراضی و ساختمانهای فاقد سند رسمی مستقر در واحد ثبتی حوزه ثبت ملک کازرون تصرفات مالکانه و بلامعارض متقاضی فرزند صادره از کازرون در ششدانگ یک باب خانه به مساحت مترمربع پلاک فرعی از اصلی مفروز و مجزی شده از پلاک فرعی از اصلی قطعه ۲ واقع در کازرون خریداری از مالک رسمی محرز گردیده است. لذا به منظور اطلاع عموم مراتب در دو نوبت به فاصله ۱۵ روز آگهی میشود در صورتی که اشخاص نسبت به صدور سند مالکیت متقاضی اعتراضی داشته باشند میتوانند از تاریخ انتشار اولین آگهی به مدت دو ماه اعتراض خود را به این اداره تسلیم و پس از اخذ رسید، ظرف مدت یک ماه از تاریخ تسلیم اعتراض، دادخواست خود را به مراجع قضایی تقدیم نمایند. بدیهی است در صورت انقضای مدت مذکور و عدم وصول اعتراض طبق مقررات سند مالکیت صادر خواهد شد. bbox=[370, 628, 684, 713]
notice-signer: داوود انصاری – رییس ثبت اسناد و املاک شهرستان کازرون bbox=[793, 967, 1013, 976]
notice-code: ۳/۷۱۳ bbox=[40, 347, 63, 357]
notice-signer: داوود انصاری – رییس ثبت اسناد و املاک شهرستان کازرون bbox=[464, 769, 684, 779]
notice-body: برابر رای شماره ۱۳۹۳۶۰۳۱۱۰۰۲۰۰ مورخ ۱۳۹۳/۴/۲ هیات اول موضوع قانون تعیین تکلیف وضعیت ثبتی اراضی و ساختمانهای فاقد سند رسمی مستقر در واحد ثبتی حوزه ثبت ملک کازرون تصرفات مالکانه و بلامعارض متقاضی فرزند صادره از کازرون در ششدانگ یک باب خانه به مساحت مترمربع پلاک فرعی از اصلی مفروز و مجزی شده از پلاک فرعی از اصلی قطعه ۲ واقع در کازرون خریداری از مالک رسمی محرز گردیده است. لذا به منظور اطلاع عموم مراتب در دو نوبت به فاصله ۱۵ روز آگهی میشود در صورتی که اشخاص نسبت به صدور سند مالکیت متقاضی اعتراضی داشته باشند میتوانند از تاریخ انتشار اولین آگهی به مدت دو ماه اعتراض خود را به این اداره تسلیم و پس از اخذ رسید، ظرف مدت یک ماه از تاریخ تسلیم اعتراض، دادخواست خود را به مراجع قضایی تقدیم نمایند. بدیهی است در صورت انقضای مدت مذکور و عدم وصول اعتراض طبق مقررات سند مالکیت صادر خواهد شد. bbox=[370, 1275, 684, 1360]
notice-dates: تاریخ انتشار نوبت اول: ۱۳۹۳/۵/۱ تاریخ انتشار نوبت دوم: ۱۳۹۳/۵/۱۶ bbox=[433, 542, 684, 552]
legal-notice bbox=[368, 797, 686, 1008]
legal-notice bbox=[368, 366, 686, 577]
notice-body: برابر رای شماره ۱۳۹۳۶۰۳۱۱۰۰۲۰۰ مورخ ۱۳۹۳/۴/۲ هیات اول موضوع قانون تعیین تکلیف وضعیت ثبتی اراضی و ساختمانهای فاقد سند رسمی مستقر در واحد ثبتی حوزه ثبت ملک کازرون تصرفات مالکانه و بلامعارض متقاضی فرزند صادره از کازرون در ششدانگ یک باب خانه به مساحت مترمربع پلاک فرعی از اصلی مفروز و مجزی شده از پلاک فرعی از اصلی قطعه ۲ واقع در کازرون خریداری از مالک رسمی محرز گردیده است. لذا به منظور اطلاع عموم مراتب در دو نوبت به فاصله ۱۵ روز آگهی میشود در صورتی که اشخاص نسبت به صدور سند مالکیت متقاضی اعتراضی داشته باشند میتوانند از تاریخ انتشار اولین آگهی به مدت دو ماه اعتراض خود را به این اداره تسلیم و پس از اخذ رسید، ظرف مدت یک ماه از تاریخ تسلیم اعتراض، دادخواست خود را به مراجع قضایی تقدیم نمایند. بدیهی است در صورت انقضای مدت مذکور و عدم وصول اعتراض طبق مقررات سند مالکیت صادر خواهد شد. bbox=[370, 844, 684, 929]
notice-signer: داوود انصاری – رییس ثبت اسناد و املاک شهرستان کازرون bbox=[1122, 1134, 1342, 1144]
notice-code: ۳/۶۰۵ bbox=[1028, 1549, 1051, 1559]
notice-body: برابر رای شماره ۱۳۹۳۶۰۳۱۱۰۰۲۰۰ مورخ ۱۳۹۳/۴/۲ هیات اول موضوع قانون تعیین تکلیف وضعیت ثبتی اراضی و ساختمانهای فاقد سند رسمی مستقر در واحد ثبتی حوزه ثبت ملک کازرون تصرفات مالکانه و بلامعارض متقاضی فرزند صادره از کازرون در ششدانگ یک باب خانه به مساحت مترمربع پلاک فرعی از اصلی مفروز و مجزی شده از پلاک فرعی از اصلی قطعه ۲ واقع در کازرون خریداری از مالک رسمی محرز گردیده است. لذا به منظور اطلاع عموم مراتب در دو نوبت به فاصله ۱۵ روز آگهی میشود در صورتی که اشخاص نسبت به صدور سند مالکیت متقاضی اعتراضی داشته باشند میتوانند از تاریخ انتشار اولین آگهی به مدت دو ماه اعتراض خود را به این اداره تسلیم و پس از اخذ رسید، ظرف مدت یک ماه از تاریخ تسلیم اعتراض، دادخواست خود را به مراجع قضایی تقدیم نمایند. بدیهی است در صورت انقضای مدت مذکور و عدم وصول اعتراض طبق مقررات سند مالکیت صادر خواهد شد. bbox=[699, 1042, 1013, 1127]
notice-code: ۳/۶۰۲ bbox=[1028, 1347, 1051, 1356]
notice-signer: داوود انصاری – رییس ثبت اسناد و املاک شهرستان کازرون bbox=[1122, 324, 1342, 334]
notice-signer: داوود انصاری – رییس ثبت اسناد و املاک شهرستان کازرون bbox=[793, 544, 1013, 554]
section-label: آگهی bbox=[594, 106, 784, 142]
notice-code: ۳/۶۰۸ bbox=[1028, 1752, 1051, 1761]
notice-code: ۳/۷۱۰ bbox=[40, 995, 63, 1004]
notice-dates: تاریخ انتشار نوبت اول: ۱۳۹۳/۵/۱ تاریخ انتشار نوبت دوم: ۱۳۹۳/۵/۱۶ bbox=[762, 744, 1013, 754]
notice-title: آگهی موضوع ماده ۳ قانون و ماده ۱۳ آیین نامه قانون تعیین تکلیف bbox=[47, 1231, 348, 1260]
notice-footer bbox=[370, 1201, 684, 1211]
notice-dates: تاریخ انتشار نوبت اول: ۱۳۹۳/۵/۱ تاریخ انتشار نوبت دوم: ۱۳۹۳/۵/۱۶ bbox=[1091, 718, 1342, 728]
notice-body: برابر رای شماره ۱۳۹۳۶۰۳۱۱۰۰۲۰۰ مورخ ۱۳۹۳/۴/۲ هیات اول موضوع قانون تعیین تکلیف وضعیت ثبتی اراضی و ساختمانهای فاقد سند رسمی مستقر در واحد ثبتی حوزه ثبت ملک کازرون تصرفات مالکانه و بلامعارض متقاضی فرزند صادره از کازرون در ششدانگ یک باب خانه به مساحت مترمربع پلاک فرعی از اصلی مفروز و مجزی شده از پلاک فرعی از اصلی قطعه ۲ واقع در کازرون خریداری از مالک رسمی محرز گردیده است. لذا به منظور اطلاع عموم مراتب در دو نوبت به فاصله ۱۵ روز آگهی میشود در صورتی که اشخاص نسبت به صدور سند مالکیت متقاضی اعتراضی داشته باشند میتوانند از تاریخ انتشار اولین آگهی به مدت دو ماه اعتراض خود را به این اداره تسلیم و پس از اخذ رسید، ظرف مدت یک ماه از تاریخ تسلیم اعتراض، دادخواست خود را به مراجع قضایی تقدیم نمایند. بدیهی است در صورت انقضای مدت مذکور و عدم وصول اعتراض طبق مقررات سند مالکیت صادر خواهد شد. bbox=[699, 1464, 1013, 1549]
notice-dates: تاریخ انتشار نوبت اول: ۱۳۹۳/۵/۱ تاریخ انتشار نوبت دوم: ۱۳۹۳/۵/۱۶ bbox=[104, 1189, 355, 1199]
legal-notice bbox=[1026, 1568, 1344, 1766]
notice-code: ۳/۸۵۵ bbox=[699, 1399, 722, 1409]
legal-notice bbox=[38, 1229, 357, 1440]
notice-signer: داوود انصاری – رییس ثبت اسناد و املاک شهرستان کازرون bbox=[135, 985, 355, 994]
notice-code: ۳/۸۵۹ bbox=[699, 1188, 722, 1198]
notice-footer bbox=[699, 1927, 1013, 1937]
notice-subtitle: وضعیت ثبتی و اراضی و ساختمانهای فاقد سند رسمی bbox=[710, 814, 1002, 828]
legal-notice bbox=[697, 573, 1015, 779]
notice-footer bbox=[40, 1201, 355, 1211]
notice-dates: تاریخ انتشار نوبت اول: ۱۳۹۳/۵/۱ تاریخ انتشار نوبت دوم: ۱۳۹۳/۵/۱۶ bbox=[1091, 1731, 1342, 1740]
notice-dates: تاریخ انتشار نوبت اول: ۱۳۹۳/۵/۱ تاریخ انتشار نوبت دوم: ۱۳۹۳/۵/۱۶ bbox=[433, 1405, 684, 1415]
notice-title: آگهی موضوع ماده ۳ قانون و ماده ۱۳ آیین نامه قانون تعیین تکلیف bbox=[377, 368, 677, 397]
legal-notice bbox=[368, 1445, 686, 1656]
notice-signer: داوود انصاری – رییس ثبت اسناد و املاک شهرستان کازرون bbox=[464, 1416, 684, 1426]
notice-body: برابر رای شماره ۱۳۹۳۶۰۳۱۱۰۰۲۰۰ مورخ ۱۳۹۳/۴/۲ هیات اول موضوع قانون تعیین تکلیف وضعیت ثبتی اراضی و ساختمانهای فاقد سند رسمی مستقر در واحد ثبتی حوزه ثبت ملک کازرون تصرفات مالکانه و بلامعارض متقاضی فرزند صادره از کازرون در ششدانگ یک باب خانه به مساحت مترمربع پلاک فرعی از اصلی مفروز و مجزی شده از پلاک فرعی از اصلی قطعه ۲ واقع در کازرون خریداری از مالک رسمی محرز گردیده است. لذا به منظور اطلاع عموم مراتب در دو نوبت به فاصله ۱۵ روز آگهی میشود در صورتی که اشخاص نسبت به صدور سند مالکیت متقاضی اعتراضی داشته باشند میتوانند از تاریخ انتشار اولین آگهی به مدت دو ماه اعتراض خود را به این اداره تسلیم و پس از اخذ رسید، ظرف مدت یک ماه از تاریخ تسلیم اعتراض، دادخواست خود را به مراجع قضایی تقدیم نمایند. بدیهی است در صورت انقضای مدت مذکور و عدم وصول اعتراض طبق مقررات سند مالکیت صادر خواهد شد. bbox=[40, 197, 355, 282]
notice-title: آگهی موضوع ماده ۳ قانون و ماده ۱۳ آیین نامه قانون تعیین تکلیف bbox=[706, 998, 1006, 1026]
notice-title: آگهی موضوع ماده ۳ قانون و ماده ۱۳ آیین نامه قانون تعیین تکلیف bbox=[1035, 153, 1335, 181]
notice-subtitle: وضعیت ثبتی و اراضی و ساختمانهای فاقد سند رسمی bbox=[710, 1237, 1002, 1251]
notice-footer bbox=[38, 1942, 683, 1952]
notice-code: ۳/۶۴۸ bbox=[1028, 537, 1051, 546]
notice-footer bbox=[699, 1390, 1013, 1400]
notice-footer bbox=[370, 554, 684, 564]
notice-subtitle: وضعیت ثبتی و اراضی و ساختمانهای فاقد سند رسمی bbox=[710, 603, 1002, 617]
notice-signer: داوود انصاری – رییس ثبت اسناد و املاک شهرستان کازرون bbox=[463, 1942, 683, 1951]
legal-notice bbox=[368, 1229, 686, 1440]
notice-dates: تاریخ انتشار نوبت اول: ۱۳۹۳/۵/۱ تاریخ انتشار نوبت دوم: ۱۳۹۳/۵/۱۶ bbox=[104, 326, 355, 336]
notice-code: ۳/۸۵۶ bbox=[370, 1210, 393, 1220]
header-right bbox=[1107, 107, 1344, 141]
legal-notice bbox=[697, 150, 1015, 356]
notice-dates: تاریخ انتشار نوبت اول: ۱۳۹۳/۵/۱ تاریخ انتشار نوبت دوم: ۱۳۹۳/۵/۱۶ bbox=[1091, 921, 1342, 930]
notice-title: آگهی موضوع ماده ۳ قانون و ماده ۱۳ آیین نامه قانون تعیین تکلیف bbox=[47, 368, 348, 397]
legal-notice bbox=[38, 366, 357, 577]
notice-subtitle: وضعیت ثبتی و اراضی و ساختمانهای فاقد سند رسمی bbox=[52, 1259, 343, 1273]
notice-dates: تاریخ انتشار نوبت اول: ۱۳۹۳/۵/۱ تاریخ انتشار نوبت دوم: ۱۳۹۳/۵/۱۶ bbox=[104, 758, 355, 768]
notice-dates: تاریخ انتشار نوبت اول: ۱۳۹۳/۵/۱ تاریخ انتشار نوبت دوم: ۱۳۹۳/۵/۱۶ bbox=[1091, 1326, 1342, 1335]
notice-subtitle: وضعیت ثبتی و اراضی و ساختمانهای فاقد سند رسمی bbox=[710, 181, 1002, 194]
notice-dates: تاریخ انتشار نوبت اول: ۱۳۹۳/۵/۱ تاریخ انتشار نوبت دوم: ۱۳۹۳/۵/۱۶ bbox=[762, 1589, 1013, 1599]
notice-footer bbox=[370, 1632, 684, 1642]
notice-code: ۳/۷۰۷ bbox=[40, 1858, 63, 1867]
notice-subtitle: وضعیت ثبتی و اراضی و ساختمانهای فاقد سند رسمی bbox=[1039, 788, 1331, 802]
notice-title: آگهی موضوع ماده ۳ قانون و ماده ۱۳ آیین نامه قانون تعیین تکلیف bbox=[1035, 963, 1335, 991]
notice-body: برابر رای شماره ۱۳۹۳۶۰۳۱۱۰۰۲۰۰ مورخ ۱۳۹۳/۴/۲ هیات اول موضوع قانون تعیین تکلیف وضعیت ثبتی اراضی و ساختمانهای فاقد سند رسمی مستقر در واحد ثبتی حوزه ثبت ملک کازرون تصرفات مالکانه و بلامعارض متقاضی فرزند صادره از کازرون در ششدانگ یک باب خانه به مساحت مترمربع پلاک فرعی از اصلی مفروز و مجزی شده از پلاک فرعی از اصلی قطعه ۲ واقع در کازرون خریداری از مالک رسمی محرز گردیده است. لذا به منظور اطلاع عموم مراتب در دو نوبت به فاصله ۱۵ روز آگهی میشود در صورتی که اشخاص نسبت به صدور سند مالکیت متقاضی اعتراضی داشته باشند میتوانند از تاریخ انتشار اولین آگهی به مدت دو ماه اعتراض خود را به این اداره تسلیم و پس از اخذ رسید، ظرف مدت یک ماه از تاریخ تسلیم اعتراض، دادخواست خود را به مراجع قضایی تقدیم نمایند. بدیهی است در صورت انقضای مدت مذکور و عدم وصول اعتراض طبق مقررات سند مالکیت صادر خواهد شد. bbox=[370, 1707, 684, 1792]
notice-footer bbox=[1028, 1540, 1342, 1550]
legal-notice bbox=[1026, 353, 1344, 551]
notice-body: برابر رای شماره ۱۳۹۳۶۰۳۱۱۰۰۲۰۰ مورخ ۱۳۹۳/۴/۲ هیات اول موضوع قانون تعیین تکلیف وضعیت ثبتی اراضی و ساختمانهای فاقد سند رسمی مستقر در واحد ثبتی حوزه ثبت ملک کازرون تصرفات مالکانه و بلامعارض متقاضی فرزند صادره از کازرون در ششدانگ یک باب خانه به مساحت مترمربع پلاک فرعی از اصلی مفروز و مجزی شده از پلاک فرعی از اصلی قطعه ۲ واقع در کازرون خریداری از مالک رسمی محرز گردیده است. لذا به منظور اطلاع عموم مراتب در دو نوبت به فاصله ۱۵ روز آگهی میشود در صورتی که اشخاص نسبت به صدور سند مالکیت متقاضی اعتراضی داشته باشند میتوانند از تاریخ انتشار اولین آگهی به مدت دو ماه اعتراض خود را به این اداره تسلیم و پس از اخذ رسید، ظرف مدت یک ماه از تاریخ تسلیم اعتراض، دادخواست خود را به مراجع قضایی تقدیم نمایند. بدیهی است در صورت انقضای مدت مذکور و عدم وصول اعتراض طبق مقررات سند مالکیت صادر خواهد شد. bbox=[1028, 602, 1342, 687]
notice-footer bbox=[40, 338, 355, 348]
notice-title: آگهی موضوع ماده ۳ قانون و ماده ۱۳ آیین نامه قانون تعیین تکلیف bbox=[47, 153, 348, 181]
notice-code: ۳/۸۶۴ bbox=[699, 343, 722, 353]
notice-signer: داوود انصاری – رییس ثبت اسناد و املاک شهرستان کازرون bbox=[1122, 729, 1342, 739]
notice-dates: تاریخ انتشار نوبت اول: ۱۳۹۳/۵/۱ تاریخ انتشار نوبت دوم: ۱۳۹۳/۵/۱۶ bbox=[104, 974, 355, 983]
legal-notice bbox=[368, 1660, 686, 1871]
notice-body: برابر رای شماره ۱۳۹۳۶۰۳۱۱۰۰۲۰۰ مورخ ۱۳۹۳/۴/۲ هیات اول موضوع قانون تعیین تکلیف وضعیت ثبتی اراضی و ساختمانهای فاقد سند رسمی مستقر در واحد ثبتی حوزه ثبت ملک کازرون تصرفات مالکانه و بلامعارض متقاضی فرزند صادره از کازرون در ششدانگ یک باب خانه به مساحت مترمربع پلاک فرعی از اصلی مفروز و مجزی شده از پلاک فرعی از اصلی قطعه ۲ واقع در کازرون خریداری از مالک رسمی محرز گردیده است. لذا به منظور اطلاع عموم مراتب در دو نوبت به فاصله ۱۵ روز آگهی میشود در صورتی که اشخاص نسبت به صدور سند مالکیت متقاضی اعتراضی داشته باشند میتوانند از تاریخ انتشار اولین آگهی به مدت دو ماه اعتراض خود را به این اداره تسلیم و پس از اخذ رسید، ظرف مدت یک ماه از تاریخ تسلیم اعتراض، دادخواست خود را به مراجع قضایی تقدیم نمایند. بدیهی است در صورت انقضای مدت مذکور و عدم وصول اعتراض طبق مقررات سند مالکیت صادر خواهد شد. bbox=[40, 412, 355, 497]
legal-notice bbox=[1026, 1163, 1344, 1361]
notice-subtitle: وضعیت ثبتی و اراضی و ساختمانهای فاقد سند رسمی bbox=[52, 612, 343, 626]
notice-body: برابر رای شماره ۱۳۹۳۶۰۳۱۱۰۰۲۰۰ مورخ ۱۳۹۳/۴/۲ هیات اول موضوع قانون تعیین تکلیف وضعیت ثبتی اراضی و ساختمانهای فاقد سند رسمی مستقر در واحد ثبتی حوزه ثبت ملک کازرون تصرفات مالکانه و بلامعارض متقاضی فرزند صادره از کازرون در ششدانگ یک باب خانه به مساحت مترمربع پلاک فرعی از اصلی مفروز و مجزی شده از پلاک فرعی از اصلی قطعه ۲ واقع در کازرون خریداری از مالک رسمی محرز گردیده است. لذا به منظور اطلاع عموم مراتب در دو نوبت به فاصله ۱۵ روز آگهی میشود در صورتی که اشخاص نسبت به صدور سند مالکیت متقاضی اعتراضی داشته باشند میتوانند از تاریخ انتشار اولین آگهی به مدت دو ماه اعتراض خود را به این اداره تسلیم و پس از اخذ رسید، ظرف مدت یک ماه از تاریخ تسلیم اعتراض، دادخواست خود را به مراجع قضایی تقدیم نمایند. بدیهی است در صورت انقضای مدت مذکور و عدم وصول اعتراض طبق مقررات سند مالکیت صادر خواهد شد. bbox=[370, 1060, 684, 1145]
notice-title: آگهی موضوع ماده ۳ قانون و ماده ۱۳ آیین نامه قانون تعیین تکلیف bbox=[1035, 1165, 1335, 1194]
notice-signer: داوود انصاری – رییس ثبت اسناد و املاک شهرستان کازرون bbox=[464, 337, 684, 347]
notice-footer bbox=[699, 1601, 1013, 1611]
notice-subtitle: وضعیت ثبتی و اراضی و ساختمانهای فاقد سند رسمی bbox=[1039, 586, 1331, 599]
notice-subtitle: وضعیت ثبتی و اراضی و ساختمانهای فاقد سند رسمی bbox=[710, 1026, 1002, 1039]
notice-grid bbox=[34, 150, 1344, 1950]
notice-code: ۳/۶۶۶ bbox=[370, 1858, 393, 1867]
notice-code: ۳/۶۱۸ bbox=[1028, 739, 1051, 749]
notice-body: برابر رای شماره ۱۳۹۳۶۰۳۱۱۰۰۲۰۰ مورخ ۱۳۹۳/۴/۲ هیات اول موضوع قانون تعیین تکلیف وضعیت ثبتی اراضی و ساختمانهای فاقد سند رسمی مستقر در واحد ثبتی حوزه ثبت ملک کازرون تصرفات مالکانه و بلامعارض متقاضی فرزند صادره از کازرون در ششدانگ یک باب خانه به مساحت مترمربع پلاک فرعی از اصلی مفروز و مجزی شده از پلاک فرعی از اصلی قطعه ۲ واقع در کازرون خریداری از مالک رسمی محرز گردیده است. لذا به منظور اطلاع عموم مراتب در دو نوبت به فاصله ۱۵ روز آگهی میشود در صورتی که اشخاص نسبت به صدور سند مالکیت متقاضی اعتراضی داشته باشند میتوانند از تاریخ انتشار اولین آگهی به مدت دو ماه اعتراض خود را به این اداره تسلیم و پس از اخذ رسید، ظرف مدت یک ماه از تاریخ تسلیم اعتراض، دادخواست خود را به مراجع قضایی تقدیم نمایند. بدیهی است در صورت انقضای مدت مذکور و عدم وصول اعتراض طبق مقررات سند مالکیت صادر خواهد شد. bbox=[1028, 1209, 1342, 1294]
notice-body: برابر رای شماره ۱۳۹۳۶۰۳۱۱۰۰۲۰۰ مورخ ۱۳۹۳/۴/۲ هیات اول موضوع قانون تعیین تکلیف وضعیت ثبتی اراضی و ساختمانهای فاقد سند رسمی مستقر در واحد ثبتی حوزه ثبت ملک کازرون تصرفات مالکانه و بلامعارض متقاضی فرزند صادره از کازرون در ششدانگ یک باب خانه به مساحت مترمربع پلاک فرعی از اصلی مفروز و مجزی شده از پلاک فرعی از اصلی قطعه ۲ واقع در کازرون خریداری از مالک رسمی محرز گردیده است. لذا به منظور اطلاع عموم مراتب در دو نوبت به فاصله ۱۵ روز آگهی میشود در صورتی که اشخاص نسبت به صدور سند مالکیت متقاضی اعتراضی داشته باشند میتوانند از تاریخ انتشار اولین آگهی به مدت دو ماه اعتراض خود را به این اداره تسلیم و پس از اخذ رسید، ظرف مدت یک ماه از تاریخ تسلیم اعتراض، دادخواست خود را به مراجع قضایی تقدیم نمایند. بدیهی است در صورت انقضای مدت مذکور و عدم وصول اعتراض طبق مقررات سند مالکیت صادر خواهد شد. bbox=[40, 1491, 355, 1576]
legal-notice bbox=[697, 1418, 1015, 1624]
notice-title: آگهی موضوع ماده ۳ قانون و ماده ۱۳ آیین نامه قانون تعیین تکلیف bbox=[1035, 355, 1335, 384]
notice-dates: تاریخ انتشار نوبت اول: ۱۳۹۳/۵/۱ تاریخ انتشار نوبت دوم: ۱۳۹۳/۵/۱۶ bbox=[1091, 516, 1342, 525]
notice-column bbox=[363, 150, 686, 1950]
notice-title: آگهی موضوع ماده ۳ قانون و ماده ۱۳ آیین نامه قانون تعیین تکلیف bbox=[1035, 1570, 1335, 1599]
notice-code: ۳/۶۴۸ bbox=[1028, 334, 1051, 344]
notice-signer: داوود انصاری – رییس ثبت اسناد و املاک شهرستان کازرون bbox=[793, 755, 1013, 765]
notice-footer bbox=[699, 1178, 1013, 1188]
notice-code: ۳/۸۶۳ bbox=[699, 554, 722, 564]
notice-dates: تاریخ انتشار نوبت اول: ۱۳۹۳/۵/۱ تاریخ انتشار نوبت دوم: ۱۳۹۳/۵/۱۶ bbox=[1091, 1123, 1342, 1133]
